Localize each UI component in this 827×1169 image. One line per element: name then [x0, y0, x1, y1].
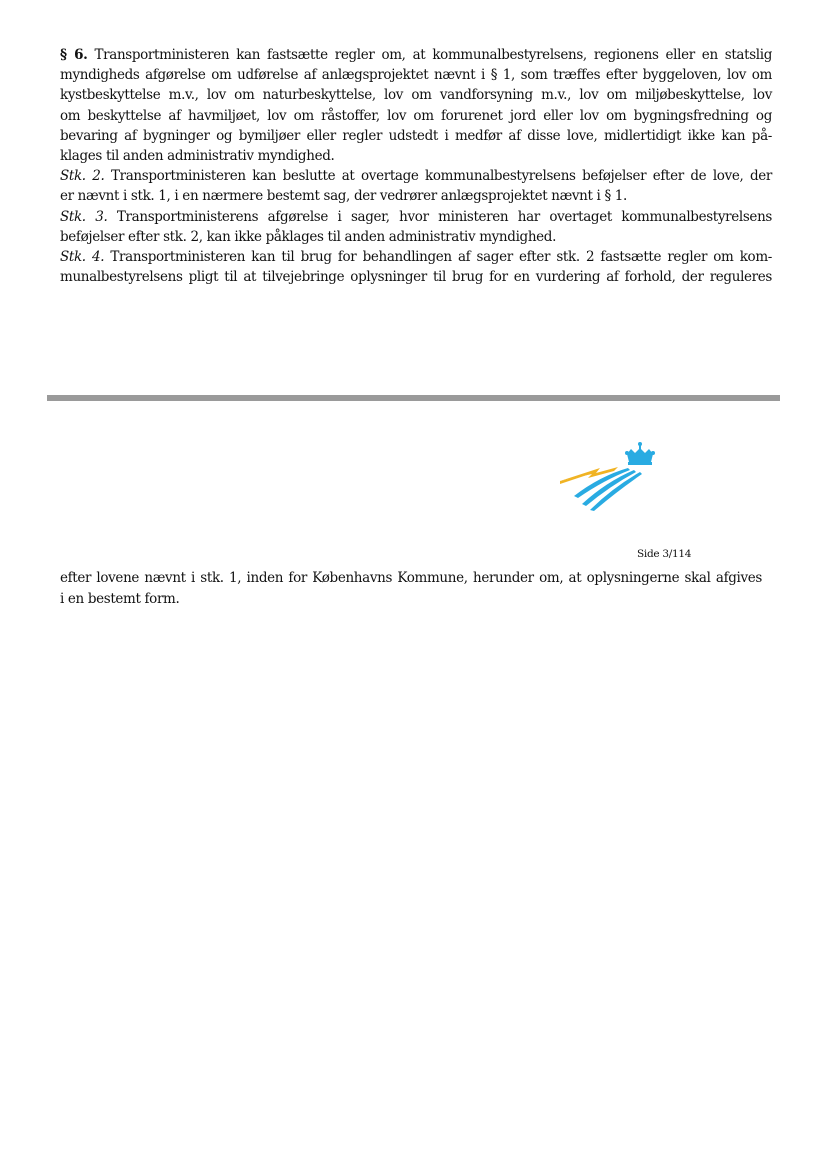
stk3-line: Stk. 3. Transportministerens afgørelse i sager, hvor ministeren har overtaget kommunalbestyrelsens [60, 208, 772, 225]
text-line: munalbestyrelsens pligt til at tilvejebringe oplysninger til brug for en vurdering af forhold, der reguleres [60, 269, 772, 286]
paragraph-mark: § 6. [60, 47, 88, 63]
stk4-line: Stk. 4. Transportministeren kan til brug for behandlingen af sager efter stk. 2 fastsætte regler om kom- [60, 249, 772, 266]
page-number: Side 3/114 [637, 548, 692, 560]
stk4-label: Stk. 4. [60, 249, 105, 266]
text-line: bevaring af bygninger og bymiljøer eller regler udstedt i medfør af disse love, midlertidigt ikke kan på- [60, 127, 772, 144]
page-divider [47, 395, 780, 401]
text-line: efter lovene nævnt i stk. 1, inden for Københavns Kommune, herunder om, at oplysningerne skal afgives [60, 570, 762, 586]
text-line: om beskyttelse af havmiljøet, lov om råstoffer, lov om forurenet jord eller lov om bygningsfredning og [60, 107, 772, 124]
text-line: er nævnt i stk. 1, i en nærmere bestemt sag, der vedrører anlægsprojektet nævnt i § 1. [60, 188, 627, 205]
text-line: kystbeskyttelse m.v., lov om naturbeskyttelse, lov om vandforsyning m.v., lov om miljøbeskyttelse, lov [60, 87, 772, 104]
text-line: § 6. Transportministeren kan fastsætte regler om, at kommunalbestyrelsens, regionens eller en statslig [60, 47, 773, 63]
text-line: i en bestemt form. [60, 591, 180, 607]
continued-text-block [60, 568, 762, 610]
law-text-block [60, 45, 772, 287]
text-line: myndigheds afgørelse om udførelse af anlægsprojektet nævnt i § 1, som træffes efter byggeloven, lov om [60, 67, 772, 84]
stk2-label: Stk. 2. [60, 168, 105, 185]
text-line: klages til anden administrativ myndighed. [60, 148, 335, 165]
stk2-line: Stk. 2. Transportministeren kan beslutte at overtage kommunalbestyrelsens beføjelser efter de love, der [60, 168, 772, 185]
stk3-label: Stk. 3. [60, 208, 108, 225]
crown-roads-logo-icon [556, 440, 660, 512]
text-line: beføjelser efter stk. 2, kan ikke påklages til anden administrativ myndighed. [60, 228, 557, 245]
